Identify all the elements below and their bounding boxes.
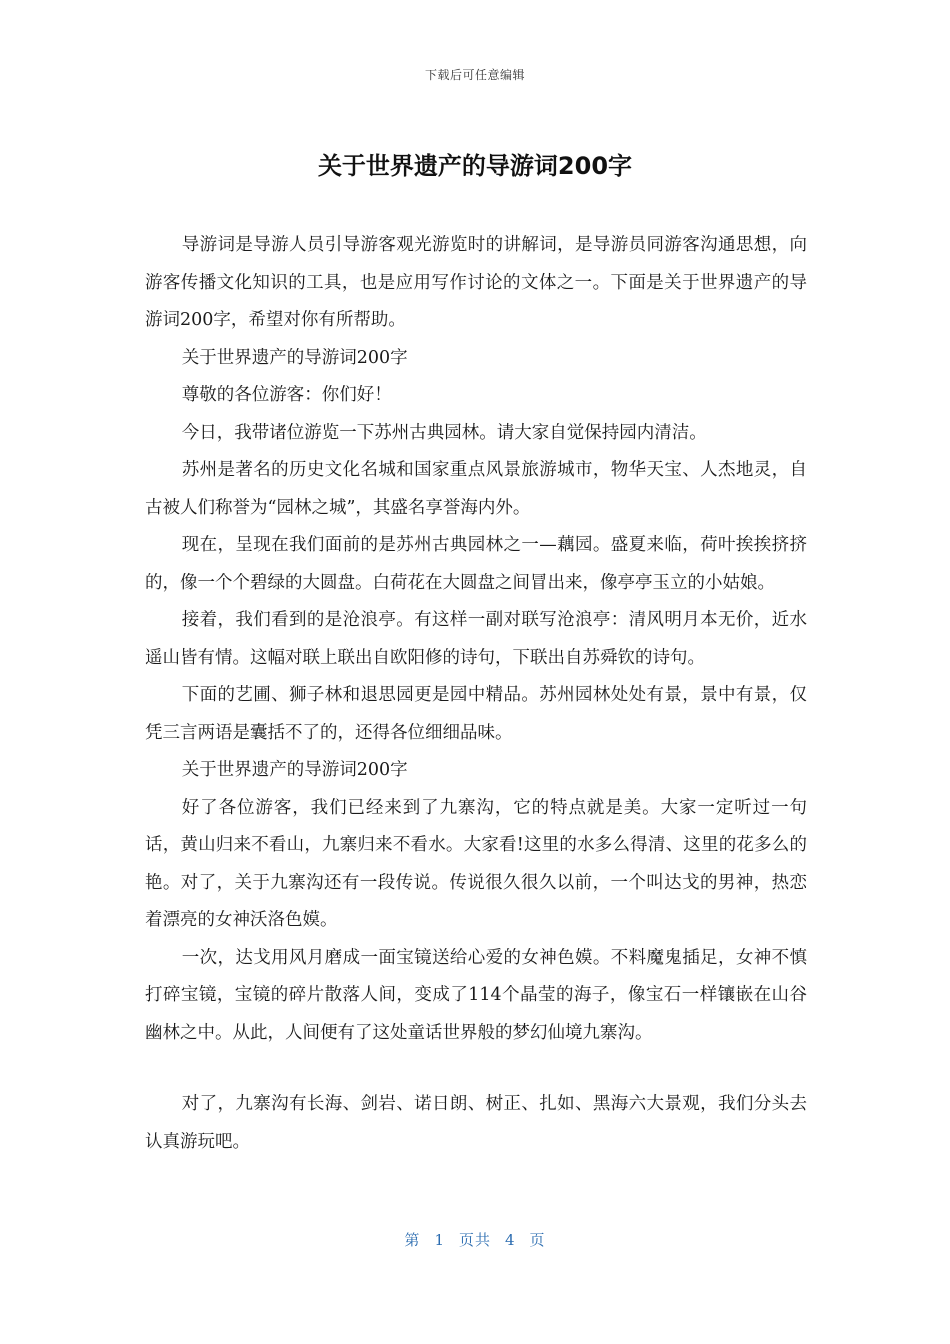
document-title: 关于世界遗产的导游词200字 [317, 152, 633, 180]
paragraph-subheading: 关于世界遗产的导游词200字 [181, 347, 408, 368]
footer-prefix: 第 [404, 1231, 421, 1249]
paragraph: 接着，我们看到的是沧浪亭。有这样一副对联写沧浪亭：清风明月本无价，近水遥山皆有情。这幅对联上联出自欧阳修的诗句，下联出自苏舜钦的诗句。 [145, 610, 807, 668]
paragraph-intro: 导游词是导游人员引导游客观光游览时的讲解词，是导游员同游客沟通思想，向游客传播文化知识的工具，也是应用写作讨论的文体之一。下面是关于世界遗产的导游词200字，希望对你有所帮助。 [145, 235, 807, 330]
paragraph: 一次，达戈用风月磨成一面宝镜送给心爱的女神色嫫。不料魔鬼插足，女神不慎打碎宝镜，宝镜的碎片散落人间，变成了114个晶莹的海子，像宝石一样镶嵌在山谷幽林之中。从此，人间便有了这处童话世界般的梦幻仙境九寨沟。 [145, 947, 807, 1043]
paragraph: 对了，九寨沟有长海、剑岩、诺日朗、树正、扎如、黑海六大景观，我们分头去认真游玩吧。 [145, 1094, 807, 1152]
paragraph: 苏州是著名的历史文化名城和国家重点风景旅游城市，物华天宝、人杰地灵，自古被人们称誉为“园林之城”，其盛名享誉海内外。 [145, 460, 807, 518]
document-body [145, 227, 807, 1161]
footer-current-page: 1 [434, 1231, 445, 1249]
paragraph: 今日，我带诸位游览一下苏州古典园林。请大家自觉保持园内清洁。 [181, 422, 707, 443]
footer-middle: 页共 [458, 1231, 491, 1249]
footer-suffix: 页 [529, 1231, 546, 1249]
paragraph-greeting: 尊敬的各位游客：你们好！ [181, 385, 392, 405]
footer-total-pages: 4 [505, 1231, 516, 1249]
paragraph: 下面的艺圃、狮子林和退思园更是园中精品。苏州园林处处有景，景中有景，仅凭三言两语是囊括不了的，还得各位细细品味。 [145, 685, 807, 743]
paragraph: 好了各位游客，我们已经来到了九寨沟，它的特点就是美。大家一定听过一句话，黄山归来不看山，九寨归来不看水。大家看!这里的水多么得清、这里的花多么的艳。对了，关于九寨沟还有一段传说。传说很久很久以前，一个叫达戈的男神，热恋着漂亮的女神沃洛色嫫。 [145, 797, 807, 930]
paragraph: 现在，呈现在我们面前的是苏州古典园林之一—藕园。盛夏来临，荷叶挨挨挤挤的，像一个个碧绿的大圆盘。白荷花在大圆盘之间冒出来，像亭亭玉立的小姑娘。 [145, 535, 807, 593]
header-note: 下载后可任意编辑 [424, 68, 525, 82]
paragraph-subheading: 关于世界遗产的导游词200字 [181, 760, 408, 780]
page-number-footer [0, 1229, 950, 1250]
